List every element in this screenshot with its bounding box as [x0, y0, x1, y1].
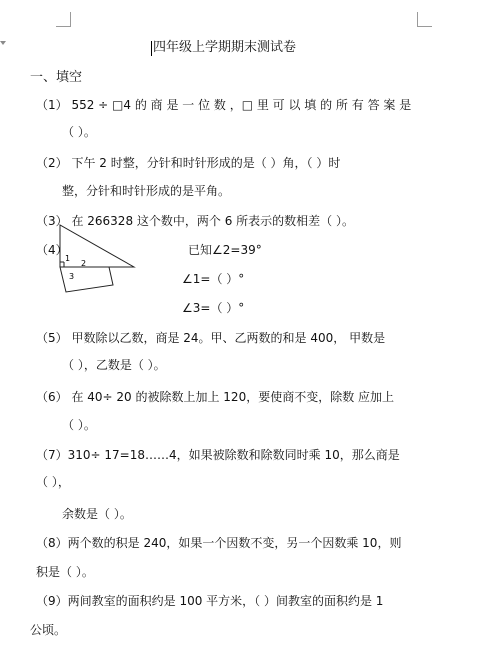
question-2-line-2: 整，分针和时针形成的是平角。 [62, 184, 231, 198]
collapse-caret-icon[interactable] [0, 41, 6, 45]
question-5-line-1: （5） 甲数除以乙数，商是 24。甲、乙两数的和是 400， 甲数是 [36, 331, 386, 345]
question-6-line-1: （6） 在 40÷ 20 的被除数上加上 120，要使商不变，除数 应加上 [36, 390, 395, 404]
question-4-angle-1: ∠1=（ ）° [182, 272, 245, 286]
question-7-line-3: 余数是（ ）。 [62, 507, 132, 521]
text-cursor [151, 41, 152, 56]
section-heading: 一、填空 [30, 70, 83, 85]
margin-mark-top-left [56, 12, 71, 27]
question-2-line-1: （2） 下午 2 时整，分针和时针形成的是（ ）角，（ ）时 [36, 156, 341, 170]
question-1-line-2: （ ）。 [62, 125, 96, 139]
page-title: 四年级上学期期末测试卷 [153, 40, 297, 55]
triangle-ruler-figure [54, 222, 164, 302]
question-5-line-2: （ ），乙数是（ ）。 [62, 358, 166, 372]
question-4-given: 已知∠2=39° [188, 243, 262, 257]
question-7-line-2: （ ）， [36, 475, 70, 489]
margin-mark-top-right [417, 12, 432, 27]
question-6-line-2: （ ）。 [62, 418, 96, 432]
question-8-line-2: 积是（ ）。 [36, 565, 94, 579]
figure-label-2: 2 [81, 259, 87, 268]
question-4-angle-3: ∠3=（ ）° [182, 301, 245, 315]
figure-label-3: 3 [69, 272, 75, 281]
figure-label-1: 1 [65, 254, 71, 263]
question-3-line-1: （3） 在 266328 这个数中，两个 6 所表示的数相差（ ）。 [36, 214, 354, 228]
question-1-line-1: （1） 552 ÷ □4 的 商 是 一 位 数 ，□ 里 可 以 填 的 所 有 答 案 是 [36, 98, 412, 112]
question-9-line-2: 公顷。 [30, 623, 67, 637]
question-7-line-1: （7）310÷ 17=18……4，如果被除数和除数同时乘 10，那么商是 [36, 448, 400, 462]
question-4-number: （4） [36, 243, 68, 257]
question-9-line-1: （9）两间教室的面积约是 100 平方米，（ ）间教室的面积约是 1 [36, 594, 384, 608]
question-8-line-1: （8）两个数的积是 240，如果一个因数不变，另一个因数乘 10，则 [36, 536, 402, 550]
